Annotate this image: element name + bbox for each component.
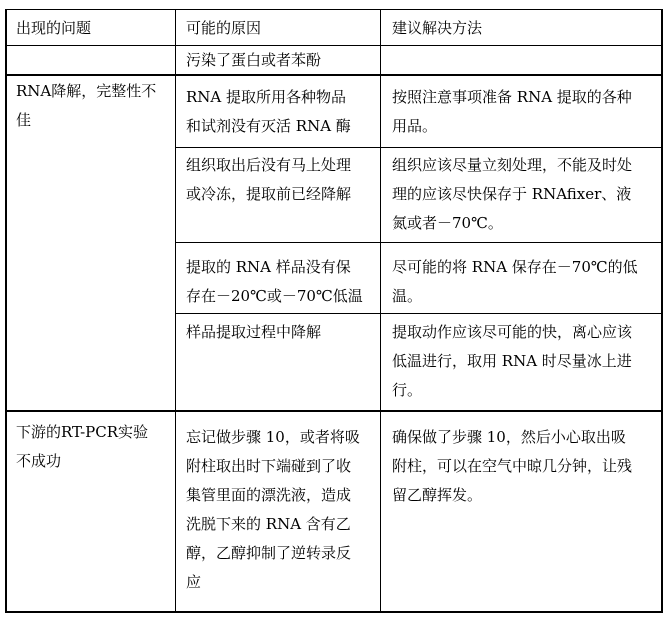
rule-right bbox=[661, 9, 663, 613]
rtpcr-cause-1: 忘记做步骤 10，或者将吸 附柱取出时下端碰到了收 集管里面的漂洗液，造成 洗脱下来的 RNA 含有乙 醇，乙醇抑制了逆转录反 应 bbox=[186, 428, 360, 591]
rna-deg-solution-2: 组织应该尽量立刻处理，不能及时处 理的应该尽快保存于 RNAfixer、液 氮或者－70℃。 bbox=[392, 156, 633, 232]
rna-deg-cause-1: RNA 提取所用各种物品 和试剂没有灭活 RNA 酶 bbox=[186, 88, 351, 135]
rule-sub2-bottom bbox=[175, 242, 663, 243]
group-rtpcr-problem: 下游的RT-PCR实验 不成功 bbox=[16, 423, 149, 470]
rule-col2 bbox=[380, 9, 381, 613]
rule-group-bottom bbox=[5, 410, 663, 412]
rule-sub1-bottom bbox=[175, 147, 663, 148]
rna-deg-solution-1: 按照注意事项准备 RNA 提取的各种 用品。 bbox=[392, 88, 632, 135]
row1-cause: 污染了蛋白或者苯酚 bbox=[186, 51, 322, 69]
rule-sub3-bottom bbox=[175, 313, 663, 314]
rule-bottom bbox=[5, 611, 663, 613]
header-solution: 建议解决方法 bbox=[392, 19, 483, 37]
header-problem: 出现的问题 bbox=[16, 19, 92, 37]
rna-deg-solution-3: 尽可能的将 RNA 保存在－70℃的低 温。 bbox=[392, 258, 638, 305]
rna-deg-solution-4: 提取动作应该尽可能的快，离心应该 低温进行，取用 RNA 时尽量冰上进 行。 bbox=[392, 323, 633, 399]
rule-top bbox=[5, 9, 663, 10]
header-cause: 可能的原因 bbox=[186, 19, 262, 37]
rule-header-bottom bbox=[5, 45, 663, 46]
rna-deg-cause-3: 提取的 RNA 样品没有保 存在－20℃或－70℃低温 bbox=[186, 258, 363, 305]
rule-left bbox=[5, 9, 7, 613]
rule-col1 bbox=[175, 9, 176, 613]
rna-deg-cause-4: 样品提取过程中降解 bbox=[186, 323, 322, 341]
rule-row1-bottom bbox=[5, 74, 663, 76]
group-rna-degradation-problem: RNA降解，完整性不 佳 bbox=[16, 82, 157, 129]
rtpcr-solution-1: 确保做了步骤 10，然后小心取出吸 附柱，可以在空气中晾几分钟，让残 留乙醇挥发。 bbox=[392, 428, 633, 504]
rna-deg-cause-2: 组织取出后没有马上处理 或冷冻，提取前已经降解 bbox=[186, 156, 352, 203]
